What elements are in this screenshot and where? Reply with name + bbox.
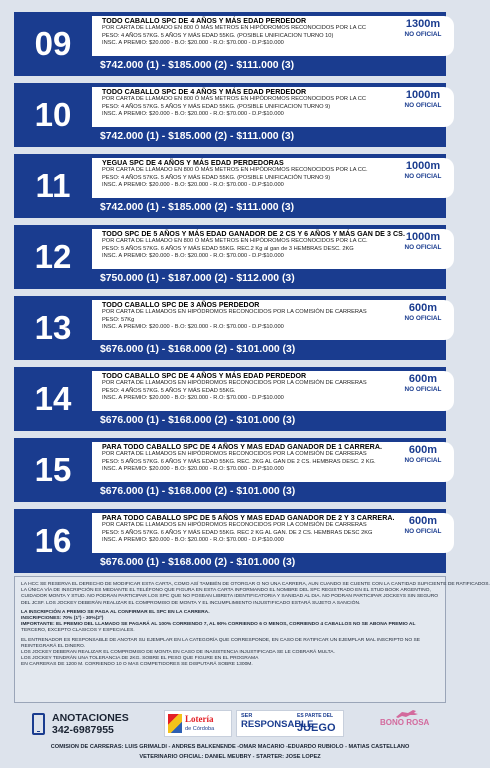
race-card — [14, 438, 446, 502]
race-distance: 1000m — [405, 89, 441, 101]
race-distance: 600m — [408, 373, 438, 385]
race-conditions — [102, 372, 392, 412]
race-status: NO OFICIAL — [404, 386, 442, 393]
race-title: PARA TODO CABALLO SPC DE 5 AÑOS Y MAS EDAD GANADOR DE 2 Y 3 CARRERA. — [102, 514, 395, 522]
race-number: 15 — [34, 451, 72, 488]
note-line: DEL JCSF. LOS JOCKEY DEBERÁN REALIZAR EL COMPROMISO DE MONTA Y EL INCUMPLIMIENTO INJUSTIFICADO ESTARÁ SUJETO A SANCIÓN. — [21, 600, 361, 606]
rules-notes — [14, 576, 490, 703]
race-status: NO OFICIAL — [404, 173, 442, 180]
race-condition-line: INSC. A PREMIO: $20.000 - B.O: $20.000 - R.O: $70.000 - D.P:$10.000 — [102, 323, 284, 330]
note-line: INSCRIPCIONES: 70% (1º) - 30%(2º) — [21, 616, 104, 622]
race-status: NO OFICIAL — [404, 244, 442, 251]
note-line: LA ÚNICA VÍA DE INSCRIPCIÓN ES MEDIANTE EL TELÉFONO QUE FIGURA EN ESTA CARTA INFORMANDO EL NOMBRE DEL SPC REGISTRADO EN EL STUD BOOK ARGENTINO, — [21, 588, 431, 594]
resp-sub: ES PARTE DEL — [297, 713, 334, 719]
race-condition-line: POR CARTA DE LLAMADO EN 800 Ó MÁS METROS EN HIPÓDROMOS RECONOCIDOS POR LA CC. — [102, 167, 368, 174]
race-condition-line: PESO: 4 AÑOS 57KG. 5 AÑOS Y MÁS EDAD 55KG. (POSIBLE UNIFICACION TURNO 9) — [102, 103, 331, 110]
race-conditions — [102, 159, 392, 199]
credits-line: VETERINARIO OFICIAL: DANIEL MEUBRY - STARTER: JOSE LOPEZ — [139, 753, 321, 760]
race-condition-line: POR CARTA DE LLAMADO EN 800 Ó MÁS METROS EN HIPÓDROMOS RECONOCIDOS POR LA CC — [102, 25, 366, 32]
race-condition-line: INSC. A PREMIO: $20.000 - B.O: $20.000 - R.O: $70.000 - D.P:$10.000 — [102, 394, 284, 401]
race-condition-line: POR CARTA DE LLAMADOS EN HIPÓDROMOS RECONOCIDOS POR LA COMISIÓN DE CARRERAS — [102, 380, 367, 387]
race-distance-block — [392, 89, 454, 125]
race-condition-line: PESO: 4 AÑOS 57KG. 5 AÑOS Y MÁS EDAD 55KG. (POSIBLE UNIFICACIÓN TURNO 9) — [102, 174, 331, 181]
race-conditions — [102, 88, 392, 128]
race-card — [14, 12, 446, 76]
race-prizes: $676.000 (1) - $168.000 (2) - $101.000 (3) — [100, 557, 296, 568]
race-title: TODO SPC DE 5 AÑOS Y MÁS EDAD GANADOR DE 2 CS Y 6 AÑOS Y MÁS GAN DE 3 CS. — [102, 230, 405, 238]
resp-juego: JUEGO — [297, 722, 336, 734]
race-condition-line: PESO: 5 AÑOS 57KG. 6 AÑOS Y MÁS EDAD 55KG. REC 2 KG AL GAN. DE 2 CS. HEMBRAS DESC 2KG — [102, 529, 373, 536]
race-distance: 600m — [408, 515, 438, 527]
race-prizes: $676.000 (1) - $168.000 (2) - $101.000 (3) — [100, 415, 296, 426]
note-line: IMPORTANTE: EL PREMIO DEL LLAMADO SE PAGARÁ AL 100% CORRIENDO 7, AL 90% CORRIENDO 6 O MENOS, CORRIENDO 4 CABALLOS NO SE ABONA PREMIO AL — [21, 622, 416, 628]
race-distance-block — [392, 515, 454, 551]
race-condition-line: PESO: 57Kg — [102, 316, 135, 323]
note-line: REINTEGRARÁ EL DINERO. — [21, 643, 86, 649]
note-line: CUIDADOR MONTA Y STUD. NO PODRAN PARTICIPAR LOS SPC QUE NO POSEAN LIBRETA IDENTIFICATORIA Y SANIDAD AL DIA. NO PODRAN PARTICIPAR JOCKEYS SIN SEGURO — [21, 594, 439, 600]
race-condition-line: INSC. A PREMIO: $20.000 - B.O: $20.000 - R.O: $70.000 - D.P:$10.000 — [102, 536, 284, 543]
race-condition-line: PESO: 5 AÑOS 57KG. 6 AÑOS Y MÁS EDAD 55KG. REC. 2KG AL GAN DE 2 CS. HEMBRAS DESC. 2 KG. — [102, 458, 376, 465]
race-distance: 600m — [408, 302, 438, 314]
race-condition-line: INSC. A PREMIO: $20.000 - B.O: $20.000 - R.O: $70.000 - D.P:$10.000 — [102, 181, 284, 188]
race-condition-line: INSC. A PREMIO: $20.000 - B.O: $20.000 - R.O: $70.000 - D.P:$10.000 — [102, 110, 284, 117]
resp-ser: SER — [241, 713, 253, 719]
race-title: TODO CABALLO SPC DE 3 AÑOS PERDEDOR — [102, 301, 260, 309]
race-condition-line: INSC. A PREMIO: $20.000 - B.O: $20.000 - R.O: $70.000 - D.P:$10.000 — [102, 39, 284, 46]
note-line: LA HCC SE RESERVA EL DERECHO DE MODIFICAR ESTA CARTA, COMO ASÍ TAMBIÉN DE OTORGAR O NO UNA CARRERA, AUN CUANDO SE CUENTE CON LA CANTIDAD SUFICIENTE DE RATIFICADOS. — [21, 582, 490, 587]
bono-rosa-logo: BONO ROSA — [380, 718, 430, 727]
note-line: EL ENTRENADOR ES RESPONSABLE DE ANOTAR SU EJEMPLAR EN LA CATEGORÍA QUE CORRESPONDE, EN CASO DE RATIFICAR UN EJEMPLAR MAL INSCRIPTO NO SE — [21, 637, 421, 643]
race-card — [14, 509, 446, 573]
race-conditions — [102, 301, 392, 341]
phone-icon — [32, 713, 45, 735]
loteria-logo — [164, 710, 232, 737]
footer-bar — [14, 706, 446, 740]
race-prizes: $742.000 (1) - $185.000 (2) - $111.000 (3) — [100, 60, 295, 71]
responsible-gaming-logo — [236, 710, 344, 737]
race-number: 10 — [34, 96, 72, 133]
note-line: EN CARRERAS DE 1200 M. CORRIENDO 10 O MAS COMPETIDORES SE DISPUTARÁ SOBRE 1300M. — [21, 662, 253, 668]
note-line: TERCERO, EXCEPTO CLASICOS Y ESPECIALES. — [21, 628, 135, 634]
race-condition-line: POR CARTA DE LLAMADOS EN HIPÓDROMOS RECONOCIDOS POR LA COMISIÓN DE CARRERAS — [102, 522, 367, 529]
note-line: LOS JOCKEY TENDRÁN UNA TOLERANCIA DE 2KG. SOBRE EL PESO QUE FIGURE EN EL PROGRAMA — [21, 656, 259, 662]
race-number: 16 — [34, 522, 72, 559]
race-conditions — [102, 514, 395, 554]
race-card — [14, 225, 446, 289]
race-status: NO OFICIAL — [404, 102, 442, 109]
race-distance-block — [392, 444, 454, 480]
race-title: TODO CABALLO SPC DE 4 AÑOS Y MÁS EDAD PERDEDOR — [102, 17, 307, 25]
race-condition-line: PESO: 4 AÑOS 57KG. 5 AÑOS Y MÁS EDAD 55KG. (POSIBLE UNIFICACION TURNO 10) — [102, 32, 334, 39]
race-status: NO OFICIAL — [404, 457, 442, 464]
race-number: 12 — [34, 238, 72, 275]
race-title: YEGUA SPC DE 4 AÑOS Y MÁS EDAD PERDEDORAS — [102, 159, 284, 167]
race-condition-line: PESO: 4 AÑOS 57KG. 5 AÑOS Y MÁS EDAD 55KG. — [102, 387, 236, 394]
race-distance-block — [392, 18, 454, 54]
race-distance-block — [392, 302, 454, 338]
anotaciones-phone[interactable]: 342-6987955 — [52, 724, 114, 736]
race-condition-line: PESO: 5 AÑOS 57KG. 6 AÑOS Y MÁS EDAD 55KG. REC.2 Kg al gan de 3 HEMBRAS DESC. 2KG — [102, 245, 354, 252]
credits-line: COMISION DE CARRERAS: LUIS GRIMALDI - ANDRES BALKENENDE -OMAR MACARIO -EDUARDO RUBIOLO - MATIAS CASTELLANO — [50, 744, 410, 750]
race-conditions — [102, 443, 392, 483]
race-card — [14, 154, 446, 218]
race-condition-line: POR CARTA DE LLAMADO EN 800 Ó MÁS METROS EN HIPÓDROMOS RECONOCIDOS POR LA CC. — [102, 238, 368, 245]
race-card — [14, 367, 446, 431]
loteria-sub: de Córdoba — [185, 726, 215, 732]
race-distance-block — [392, 373, 454, 409]
race-condition-line: POR CARTA DE LLAMADOS EN HIPÓDROMOS RECONOCIDOS POR LA COMISIÓN DE CARRERAS — [102, 309, 367, 316]
race-distance-block — [392, 231, 454, 267]
loteria-name: Lotería — [185, 714, 214, 724]
race-distance: 1300m — [405, 18, 441, 30]
race-status: NO OFICIAL — [404, 528, 442, 535]
race-distance-block — [392, 160, 454, 196]
note-line: LOS JOCKEY DEBERAN REALIZAR EL COMPROMISO DE MONTA EN CASO DE INASISTENCIA INJUSTIFICADA SE LE COBRARÁ MULTA. — [21, 650, 335, 656]
race-condition-line: POR CARTA DE LLAMADO EN 800 Ó MÁS METROS EN HIPÓDROMOS RECONOCIDOS POR LA CC — [102, 96, 366, 103]
race-distance: 1000m — [405, 231, 441, 243]
race-distance: 600m — [408, 444, 438, 456]
race-number: 13 — [34, 309, 72, 346]
race-conditions — [102, 17, 392, 57]
race-prizes: $742.000 (1) - $185.000 (2) - $111.000 (3) — [100, 131, 295, 142]
loteria-mark-icon — [168, 714, 182, 733]
race-prizes: $676.000 (1) - $168.000 (2) - $101.000 (3) — [100, 344, 296, 355]
anotaciones-label: ANOTACIONES — [52, 712, 129, 724]
race-conditions — [102, 230, 405, 270]
race-status: NO OFICIAL — [404, 31, 442, 38]
note-line: LA INSCRIPCIÓN A PREMIO SE PAGA AL CONFIRMAR EL SPC EN LA CARRERA. — [21, 609, 210, 615]
race-prizes: $750.000 (1) - $187.000 (2) - $112.000 (3) — [100, 273, 295, 284]
race-title: PARA TODO CABALLO SPC DE 4 AÑOS Y MAS EDAD GANADOR DE 1 CARRERA. — [102, 443, 383, 451]
race-distance: 1000m — [405, 160, 441, 172]
race-prizes: $742.000 (1) - $185.000 (2) - $111.000 (3) — [100, 202, 295, 213]
race-status: NO OFICIAL — [404, 315, 442, 322]
race-number: 11 — [35, 167, 71, 204]
credits — [14, 743, 446, 762]
race-prizes: $676.000 (1) - $168.000 (2) - $101.000 (3) — [100, 486, 296, 497]
resp-main: RESPONSABLE — [241, 719, 314, 730]
race-card — [14, 83, 446, 147]
race-title: TODO CABALLO SPC DE 4 AÑOS Y MÁS EDAD PERDEDOR — [102, 372, 307, 380]
race-number: 09 — [34, 25, 72, 62]
race-condition-line: POR CARTA DE LLAMADOS EN HIPÓDROMOS RECONOCIDOS POR LA COMISIÓN DE CARRERAS — [102, 451, 367, 458]
race-card — [14, 296, 446, 360]
race-condition-line: INSC. A PREMIO: $20.000 - B.O: $20.000 - R.O: $70.000 - D.P:$10.000 — [102, 465, 284, 472]
race-number: 14 — [34, 380, 72, 417]
race-condition-line: INSC. A PREMIO: $20.000 - B.O: $20.000 - R.O: $70.000 - D.P:$10.000 — [102, 252, 284, 259]
race-title: TODO CABALLO SPC DE 4 AÑOS Y MÁS EDAD PERDEDOR — [102, 88, 307, 96]
